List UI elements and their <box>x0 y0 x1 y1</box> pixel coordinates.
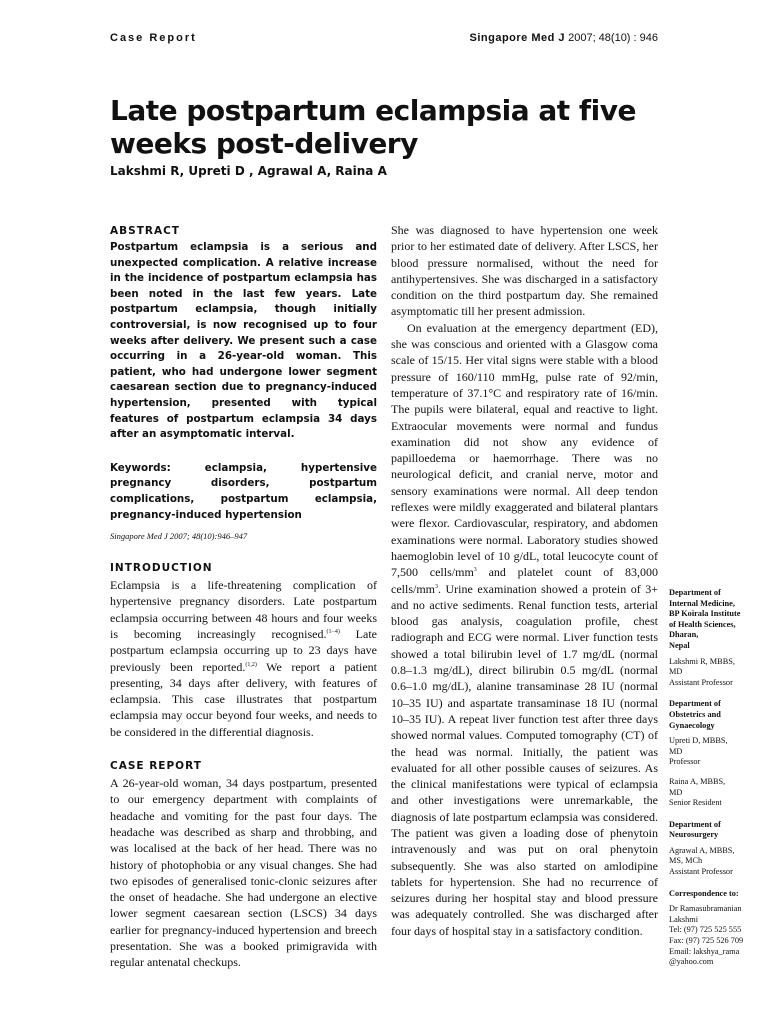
affiliation-line: MD <box>669 787 683 797</box>
affiliation-department <box>669 889 761 900</box>
affiliation-line: Email: lakshya_rama <box>669 946 740 956</box>
affiliation-line: Lakshmi R, MBBS, <box>669 656 735 666</box>
affiliation-line: MS, MCh <box>669 856 703 866</box>
affiliation-line: Assistant Professor <box>669 867 733 877</box>
author-list: Lakshmi R, Upreti D , Agrawal A, Raina A <box>110 164 387 178</box>
case-text-c: . Urine examination showed a protein of 3+ and no active sediments. Renal function tests, arterial blood gas analysis, coagulation profile, chest radiograph and ECG were normal. Liver function tests showed a total bilirubin level of 1.7 mg/dL (normal 0.8–1.3 mg/dL), direct bilirubin 0.5 mg/dL (normal 0.6–1.0 mg/dL), alanine transaminase 28 IU (normal 10–35 IU) and aspartate transaminase 18 IU (normal 10–35 IU). A repeat liver function test after three days showed normal values. Computed tomography (CT) of the head was normal. Initially, the patient was evaluated for all other possible causes of seizures. As the clinical manifestations were typical of eclampsia and other investigations were unremarkable, the diagnosis of late postpartum eclampsia was considered. The patient was given a loading dose of phenytoin intravenously and was put on oral phenytoin subsequently. She was also started on amlodipine tablets for hypertension. She had no recurrence of seizures during her hospital stay and blood pressure was adequately controlled. She was discharged after four days of hospital stay in a satisfactory condition. <box>391 581 658 938</box>
department-line: Department of <box>669 699 721 709</box>
affiliation-department <box>669 820 761 841</box>
department-line: Obstetrics and <box>669 709 721 719</box>
affiliation-block <box>669 588 761 688</box>
case-report-heading: CASE REPORT <box>110 760 202 773</box>
intro-text-a: Eclampsia is a life-threatening complication of hypertensive pregnancy disorders. Late postpartum eclampsia occurring between 48 hours and four weeks is becoming increasingly recognised. <box>110 578 377 641</box>
department-line: Dharan, <box>669 630 699 640</box>
affiliation-line: Fax: (97) 725 526 709 <box>669 936 744 946</box>
reference-marker: (1−4) <box>326 628 340 635</box>
keywords: Keywords: eclampsia, hypertensive pregnancy disorders, postpartum complications, postpartum eclampsia, pregnancy-induced hypertension <box>110 461 377 521</box>
affiliation-line: Upreti D, MBBS, <box>669 736 728 746</box>
journal-citation <box>470 32 659 44</box>
affiliation-line: Lakshmi <box>669 914 699 924</box>
affiliation-line: Agrawal A, MBBS, <box>669 845 735 855</box>
department-line: Department of <box>669 819 721 829</box>
case-text-a: On evaluation at the emergency department (ED), she was conscious and oriented with a Glasgow coma scale of 15/15. Her vital signs were stable with a blood pressure of 160/110 mmHg, pulse rate of 92/min, temperature of 37.1°C and respiratory rate of 16/min. The pupils were bilateral, equal and reactive to light. Extraocular movements were normal and fundus examination did not show any evidence of papilloedema or haemorrhage. There was no neurological deficit, and cranial nerve, motor and sensory examinations were normal. All deep tendon reflexes were mildly exaggerated and bilateral plantars were flexor. Cardiovascular, respiratory, and abdomen examinations were normal. Laboratory studies showed haemoglobin level of 10 g/dL, total leucocyte count of 7,500 cells/mm <box>391 320 658 580</box>
department-line: Gynaecology <box>669 720 715 730</box>
middle-column <box>391 222 658 939</box>
superscript: 3 <box>473 567 477 574</box>
section-label: Case Report <box>110 32 197 44</box>
affiliation-line: Assistant Professor <box>669 677 733 687</box>
affiliation-line: Tel: (97) 725 525 555 <box>669 925 742 935</box>
introduction-heading: INTRODUCTION <box>110 562 213 575</box>
affiliation-block <box>669 889 761 968</box>
department-line: Neurosurgery <box>669 830 719 840</box>
department-line: Nepal <box>669 640 690 650</box>
affiliation-block <box>669 820 761 878</box>
affiliation-department <box>669 699 761 731</box>
superscript: 3 <box>435 583 438 590</box>
affiliation-line: Raina A, MBBS, <box>669 776 726 786</box>
affiliations-column <box>669 588 761 979</box>
intro-text-c: We report a patient presenting, 34 days after delivery, with features of eclampsia. This case illustrates that postpartum eclampsia may occur beyond four weeks, and needs to be considered in the differential diagnosis. <box>110 659 377 739</box>
journal-volume: 2007; 48(10) : 946 <box>568 32 658 44</box>
affiliation-block <box>669 699 761 808</box>
affiliation-line: MD <box>669 667 683 677</box>
case-paragraph-2: She was diagnosed to have hypertension one week prior to her estimated date of delivery. After LSCS, her blood pressure normalised, without the need for antihypertensives. She was discharged in a satisfactory condition on the third postpartum day. She remained asymptomatic till her present admission. <box>391 223 658 319</box>
affiliation-line: Professor <box>669 757 701 767</box>
department-line: Department of <box>669 588 721 597</box>
department-line: Correspondence to: <box>669 888 739 898</box>
affiliation-line: Senior Resident <box>669 798 722 808</box>
intro-text-b: Late postpartum eclampsia occurring up to 23 days have previously been reported. <box>110 626 377 674</box>
case-paragraph-1: A 26-year-old woman, 34 days postpartum, presented to our emergency department with complaints of headache and vomiting for the past four days. The headache was described as sharp and throbbing, and was localised at the back of her head. There was no history of photophobia or any visual changes. She had two episodes of generalised tonic-clonic seizures after the onset of headache. She had undergone an elective lower segment caesarean section (LSCS) 34 days earlier for pregnancy-induced hypertension and breech presentation. She was a booked primigravida with regular antenatal checkups. <box>110 776 377 970</box>
affiliation-line: @yahoo.com <box>669 957 714 967</box>
abstract-heading: ABSTRACT <box>110 225 180 237</box>
reference-marker: (1,2) <box>245 661 257 668</box>
department-line: Internal Medicine, <box>669 598 735 608</box>
left-column <box>110 224 377 971</box>
article-citation: Singapore Med J 2007; 48(10):946–947 <box>110 531 248 542</box>
affiliation-line: Dr Ramasubramanian <box>669 904 742 914</box>
department-line: BP Koirala Institute <box>669 609 741 619</box>
introduction-paragraph <box>110 577 377 740</box>
case-paragraph-3 <box>391 320 658 939</box>
case-text-b: and platelet count of 83,000 cells/mm <box>391 565 658 596</box>
affiliation-department <box>669 588 761 652</box>
journal-name: Singapore Med J <box>469 32 566 44</box>
department-line: of Health Sciences, <box>669 619 736 629</box>
affiliation-line: MD <box>669 746 683 756</box>
affiliation-line <box>669 768 761 777</box>
abstract-text: Postpartum eclampsia is a serious and unexpected complication. A relative increase in the incidence of postpartum eclampsia has been noted in the last few years. Late postpartum eclampsia, though initially controversial, is now recognised up to four weeks after delivery. We present such a case occurring in a 26-year-old woman. This patient, who had undergone lower segment caesarean section due to pregnancy-induced hypertension, presented with typical features of postpartum eclampsia 34 days after an asymptomatic interval. <box>110 241 377 441</box>
article-title: Late postpartum eclampsia at five weeks post-delivery <box>110 94 636 160</box>
